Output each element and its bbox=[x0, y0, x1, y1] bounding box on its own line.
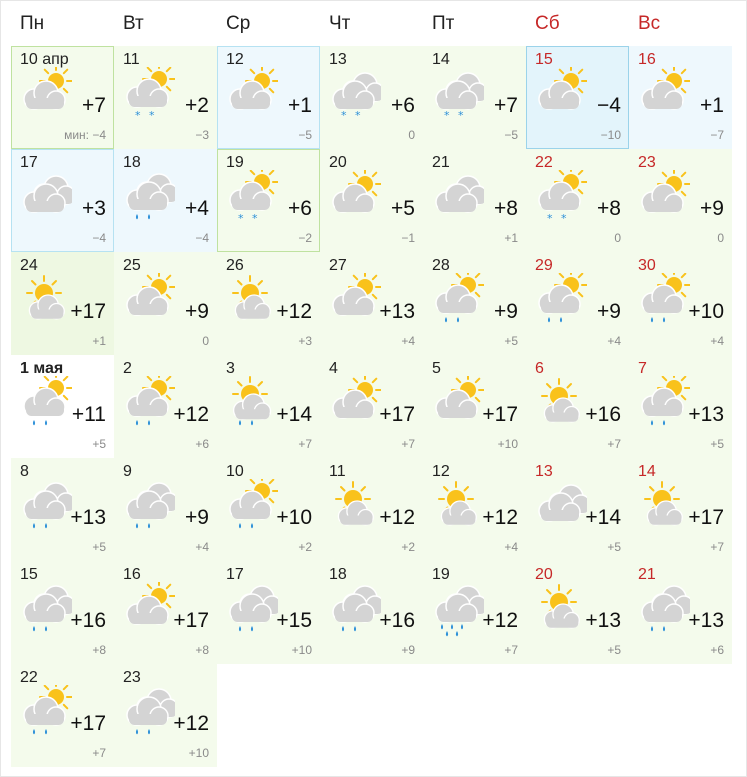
day-number: 19 bbox=[226, 154, 244, 171]
min-value: +3 bbox=[298, 334, 312, 348]
sun-cloud-icon bbox=[634, 479, 690, 535]
min-temperature bbox=[504, 128, 518, 142]
min-temperature bbox=[92, 437, 106, 451]
max-temperature: +2 bbox=[185, 94, 209, 117]
cloudy-rain-icon bbox=[16, 582, 72, 638]
day-number: 12 bbox=[432, 463, 450, 480]
min-value: +5 bbox=[504, 334, 518, 348]
max-temperature: +14 bbox=[276, 403, 312, 426]
day-number: 21 bbox=[638, 566, 656, 583]
day-number: 11 bbox=[123, 51, 140, 68]
day-cell[interactable] bbox=[423, 149, 526, 252]
day-cell[interactable] bbox=[526, 46, 629, 149]
min-temperature bbox=[298, 437, 312, 451]
day-cell[interactable] bbox=[114, 252, 217, 355]
max-temperature: +10 bbox=[688, 300, 724, 323]
day-cell[interactable] bbox=[629, 458, 732, 561]
min-value: +4 bbox=[195, 540, 209, 554]
cloudy-sun-rain-icon bbox=[16, 685, 72, 741]
min-temperature bbox=[607, 540, 621, 554]
day-cell[interactable] bbox=[114, 355, 217, 458]
day-number: 22 bbox=[20, 669, 38, 686]
day-cell[interactable] bbox=[320, 252, 423, 355]
day-number: 1 мая bbox=[20, 360, 64, 377]
max-temperature: +1 bbox=[288, 94, 312, 117]
day-cell[interactable] bbox=[114, 46, 217, 149]
max-temperature: +1 bbox=[700, 94, 724, 117]
min-value: 0 bbox=[614, 231, 621, 245]
min-temperature bbox=[710, 437, 724, 451]
max-temperature: +17 bbox=[688, 506, 724, 529]
day-number: 17 bbox=[20, 154, 38, 171]
min-value: +5 bbox=[92, 540, 106, 554]
max-temperature: +11 bbox=[71, 403, 106, 426]
day-cell[interactable] bbox=[629, 355, 732, 458]
svg-text:*: * bbox=[355, 109, 361, 122]
cloudy-rain-icon bbox=[634, 582, 690, 638]
min-value: +4 bbox=[504, 540, 518, 554]
cloudy-snow-icon bbox=[325, 67, 381, 123]
svg-text:*: * bbox=[458, 109, 464, 122]
day-number: 8 bbox=[20, 463, 29, 480]
cloudy-sun-icon bbox=[634, 67, 690, 123]
day-number: 27 bbox=[329, 257, 347, 274]
min-value: −2 bbox=[298, 231, 312, 245]
cloudy-sun-icon bbox=[325, 170, 381, 226]
min-value: −5 bbox=[504, 128, 518, 142]
day-cell[interactable] bbox=[423, 46, 526, 149]
cloudy-rain-icon bbox=[119, 170, 175, 226]
max-temperature: +16 bbox=[379, 609, 415, 632]
min-temperature bbox=[710, 128, 724, 142]
min-value: +7 bbox=[298, 437, 312, 451]
day-number: 14 bbox=[638, 463, 656, 480]
day-cell[interactable] bbox=[320, 149, 423, 252]
max-temperature: +12 bbox=[276, 300, 312, 323]
min-value: +8 bbox=[92, 643, 106, 657]
day-cell[interactable] bbox=[114, 561, 217, 664]
day-number: 10 апр bbox=[20, 51, 69, 68]
cloudy-rain-icon bbox=[119, 479, 175, 535]
min-temperature bbox=[298, 540, 312, 554]
sun-cloud-icon bbox=[16, 273, 72, 329]
day-cell[interactable] bbox=[217, 561, 320, 664]
day-cell[interactable] bbox=[217, 355, 320, 458]
day-cell[interactable] bbox=[320, 458, 423, 561]
cloudy-sun-icon bbox=[428, 376, 484, 432]
min-temperature bbox=[504, 540, 518, 554]
min-value: +7 bbox=[607, 437, 621, 451]
day-cell[interactable] bbox=[423, 458, 526, 561]
day-cell[interactable] bbox=[320, 46, 423, 149]
cloudy-sun-icon bbox=[531, 67, 587, 123]
cloudy-sun-icon bbox=[119, 273, 175, 329]
min-temperature bbox=[298, 231, 312, 245]
max-temperature: +8 bbox=[494, 197, 518, 220]
min-value: −5 bbox=[298, 128, 312, 142]
max-temperature: +17 bbox=[379, 403, 415, 426]
day-cell[interactable] bbox=[114, 458, 217, 561]
min-value: +7 bbox=[401, 437, 415, 451]
cloudy-rain-icon bbox=[222, 582, 278, 638]
cloudy-rain-icon bbox=[119, 685, 175, 741]
day-cell[interactable] bbox=[526, 252, 629, 355]
cloudy-sun-rain-icon bbox=[16, 376, 72, 432]
day-number: 23 bbox=[123, 669, 141, 686]
min-temperature bbox=[202, 334, 209, 348]
svg-text:*: * bbox=[341, 109, 347, 122]
sun-cloud-icon bbox=[222, 273, 278, 329]
day-number: 5 bbox=[432, 360, 441, 377]
min-value: −10 bbox=[600, 128, 621, 142]
day-cell[interactable] bbox=[217, 458, 320, 561]
day-number: 16 bbox=[638, 51, 656, 68]
cloudy-icon bbox=[531, 479, 587, 535]
max-temperature: +9 bbox=[494, 300, 518, 323]
min-value: −1 bbox=[401, 231, 415, 245]
max-temperature: +12 bbox=[173, 712, 209, 735]
min-temperature bbox=[401, 643, 415, 657]
min-value: +10 bbox=[291, 643, 312, 657]
min-temperature bbox=[195, 128, 209, 142]
max-temperature: +9 bbox=[185, 506, 209, 529]
min-value: 0 bbox=[202, 334, 209, 348]
min-temperature bbox=[504, 334, 518, 348]
svg-text:*: * bbox=[135, 109, 141, 122]
min-temperature bbox=[92, 334, 106, 348]
min-temperature bbox=[195, 643, 209, 657]
min-temperature bbox=[401, 231, 415, 245]
day-cell[interactable] bbox=[11, 149, 114, 252]
max-temperature: +13 bbox=[585, 609, 621, 632]
day-cell[interactable] bbox=[320, 355, 423, 458]
day-number: 18 bbox=[123, 154, 141, 171]
max-temperature: +6 bbox=[391, 94, 415, 117]
day-number: 21 bbox=[432, 154, 450, 171]
day-cell[interactable] bbox=[11, 664, 114, 767]
day-cell[interactable] bbox=[217, 149, 320, 252]
cloudy-sun-snow-icon bbox=[531, 170, 587, 226]
day-number: 15 bbox=[20, 566, 38, 583]
max-temperature: +14 bbox=[585, 506, 621, 529]
day-number: 28 bbox=[432, 257, 450, 274]
day-cell[interactable] bbox=[629, 46, 732, 149]
min-temperature bbox=[710, 540, 724, 554]
min-temperature bbox=[504, 231, 518, 245]
min-value: +6 bbox=[195, 437, 209, 451]
day-cell[interactable] bbox=[11, 458, 114, 561]
day-number: 19 bbox=[432, 566, 450, 583]
min-temperature bbox=[607, 334, 621, 348]
day-number: 20 bbox=[535, 566, 553, 583]
weekday-label: Сб bbox=[535, 13, 560, 34]
cloudy-sun-icon bbox=[634, 170, 690, 226]
max-temperature: +12 bbox=[379, 506, 415, 529]
min-temperature bbox=[92, 746, 106, 760]
weekday-label: Чт bbox=[329, 13, 351, 34]
day-number: 23 bbox=[638, 154, 656, 171]
min-temperature bbox=[408, 128, 415, 142]
day-number: 22 bbox=[535, 154, 553, 171]
min-value: −3 bbox=[195, 128, 209, 142]
day-cell[interactable] bbox=[526, 561, 629, 664]
min-value: +2 bbox=[298, 540, 312, 554]
day-cell[interactable] bbox=[11, 561, 114, 664]
min-temperature bbox=[614, 231, 621, 245]
svg-text:*: * bbox=[149, 109, 155, 122]
day-cell[interactable] bbox=[629, 149, 732, 252]
day-number: 30 bbox=[638, 257, 656, 274]
day-cell[interactable] bbox=[11, 46, 114, 149]
min-value: −7 bbox=[710, 128, 724, 142]
min-value: 0 bbox=[717, 231, 724, 245]
min-temperature bbox=[64, 128, 106, 142]
day-cell[interactable] bbox=[423, 355, 526, 458]
min-temperature bbox=[292, 643, 312, 657]
cloudy-icon bbox=[16, 170, 72, 226]
min-temperature bbox=[498, 437, 518, 451]
min-temperature bbox=[92, 540, 106, 554]
max-temperature: −4 bbox=[597, 94, 621, 117]
day-number: 9 bbox=[123, 463, 132, 480]
min-temperature bbox=[717, 231, 724, 245]
sun-cloud-icon bbox=[428, 479, 484, 535]
cloudy-sun-icon bbox=[325, 273, 381, 329]
day-cell[interactable] bbox=[217, 46, 320, 149]
weekday-label: Вт bbox=[123, 13, 144, 34]
min-temperature bbox=[607, 437, 621, 451]
max-temperature: +12 bbox=[482, 506, 518, 529]
min-temperature bbox=[504, 643, 518, 657]
max-temperature: +13 bbox=[688, 609, 724, 632]
max-temperature: +9 bbox=[597, 300, 621, 323]
max-temperature: +13 bbox=[688, 403, 724, 426]
day-cell[interactable] bbox=[423, 561, 526, 664]
day-cell[interactable] bbox=[629, 252, 732, 355]
cloudy-sun-icon bbox=[16, 67, 72, 123]
svg-text:*: * bbox=[238, 212, 244, 225]
svg-text:*: * bbox=[444, 109, 450, 122]
day-number: 7 bbox=[638, 360, 647, 377]
day-cell[interactable] bbox=[526, 355, 629, 458]
min-temperature bbox=[298, 128, 312, 142]
cloudy-icon bbox=[428, 170, 484, 226]
day-cell[interactable] bbox=[114, 149, 217, 252]
min-temperature bbox=[195, 540, 209, 554]
cloudy-snow-icon bbox=[428, 67, 484, 123]
min-prefix: мин: bbox=[64, 128, 93, 142]
svg-text:*: * bbox=[252, 212, 258, 225]
day-number: 10 bbox=[226, 463, 244, 480]
min-temperature bbox=[710, 643, 724, 657]
max-temperature: +9 bbox=[185, 300, 209, 323]
sun-cloud-icon bbox=[325, 479, 381, 535]
min-temperature bbox=[195, 437, 209, 451]
day-number: 14 bbox=[432, 51, 450, 68]
cloudy-sun-icon bbox=[325, 376, 381, 432]
min-value: +4 bbox=[710, 334, 724, 348]
day-number: 26 bbox=[226, 257, 244, 274]
day-number: 18 bbox=[329, 566, 347, 583]
max-temperature: +6 bbox=[288, 197, 312, 220]
svg-text:*: * bbox=[561, 212, 567, 225]
cloudy-rain-icon bbox=[16, 479, 72, 535]
min-value: +7 bbox=[710, 540, 724, 554]
min-value: +7 bbox=[504, 643, 518, 657]
min-temperature bbox=[92, 643, 106, 657]
max-temperature: +17 bbox=[70, 300, 106, 323]
max-temperature: +4 bbox=[185, 197, 209, 220]
min-temperature bbox=[401, 437, 415, 451]
min-value: −4 bbox=[92, 128, 106, 142]
max-temperature: +12 bbox=[482, 609, 518, 632]
day-number: 15 bbox=[535, 51, 553, 68]
cloudy-sun-rain-icon bbox=[428, 273, 484, 329]
min-value: −4 bbox=[92, 231, 106, 245]
cloudy-sun-rain-icon bbox=[531, 273, 587, 329]
day-cell[interactable] bbox=[629, 561, 732, 664]
min-value: +1 bbox=[92, 334, 106, 348]
max-temperature: +16 bbox=[70, 609, 106, 632]
min-temperature bbox=[92, 231, 106, 245]
day-number: 17 bbox=[226, 566, 244, 583]
min-value: +4 bbox=[607, 334, 621, 348]
min-value: +5 bbox=[710, 437, 724, 451]
min-temperature bbox=[601, 128, 621, 142]
max-temperature: +7 bbox=[82, 94, 106, 117]
cloudy-sun-snow-icon bbox=[119, 67, 175, 123]
min-value: +7 bbox=[92, 746, 106, 760]
min-value: +10 bbox=[497, 437, 518, 451]
cloudy-sun-icon bbox=[119, 582, 175, 638]
weekday-label: Вс bbox=[638, 13, 661, 34]
cloudy-sun-rain-icon bbox=[634, 376, 690, 432]
weekday-label: Пт bbox=[432, 13, 455, 34]
max-temperature: +17 bbox=[482, 403, 518, 426]
max-temperature: +12 bbox=[173, 403, 209, 426]
day-number: 4 bbox=[329, 360, 338, 377]
min-value: +5 bbox=[607, 540, 621, 554]
sun-cloud-icon bbox=[531, 582, 587, 638]
min-temperature bbox=[401, 540, 415, 554]
day-number: 20 bbox=[329, 154, 347, 171]
min-temperature bbox=[195, 231, 209, 245]
min-value: +6 bbox=[710, 643, 724, 657]
min-temperature bbox=[710, 334, 724, 348]
min-temperature bbox=[189, 746, 209, 760]
min-value: +1 bbox=[504, 231, 518, 245]
max-temperature: +9 bbox=[700, 197, 724, 220]
min-temperature bbox=[607, 643, 621, 657]
day-cell[interactable] bbox=[11, 355, 114, 458]
day-number: 12 bbox=[226, 51, 244, 68]
max-temperature: +13 bbox=[379, 300, 415, 323]
max-temperature: +13 bbox=[70, 506, 106, 529]
day-cell[interactable] bbox=[423, 252, 526, 355]
sun-cloud-rain-icon bbox=[222, 376, 278, 432]
cloudy-sun-snow-icon bbox=[222, 170, 278, 226]
min-value: +4 bbox=[401, 334, 415, 348]
day-number: 29 bbox=[535, 257, 553, 274]
max-temperature: +16 bbox=[585, 403, 621, 426]
max-temperature: +8 bbox=[597, 197, 621, 220]
cloudy-sun-rain-icon bbox=[222, 479, 278, 535]
max-temperature: +5 bbox=[391, 197, 415, 220]
sun-cloud-icon bbox=[531, 376, 587, 432]
day-cell[interactable] bbox=[114, 664, 217, 767]
day-number: 24 bbox=[20, 257, 38, 274]
min-value: +8 bbox=[195, 643, 209, 657]
max-temperature: +10 bbox=[276, 506, 312, 529]
min-value: +10 bbox=[188, 746, 209, 760]
day-cell[interactable] bbox=[526, 149, 629, 252]
day-cell[interactable] bbox=[217, 252, 320, 355]
min-temperature bbox=[401, 334, 415, 348]
min-temperature bbox=[298, 334, 312, 348]
cloudy-sun-icon bbox=[222, 67, 278, 123]
min-value: 0 bbox=[408, 128, 415, 142]
calendar-grid bbox=[11, 46, 733, 762]
svg-text:*: * bbox=[547, 212, 553, 225]
max-temperature: +17 bbox=[173, 609, 209, 632]
day-number: 13 bbox=[329, 51, 347, 68]
min-value: −4 bbox=[195, 231, 209, 245]
cloudy-sun-rain-icon bbox=[634, 273, 690, 329]
day-cell[interactable] bbox=[11, 252, 114, 355]
day-number: 6 bbox=[535, 360, 544, 377]
max-temperature: +17 bbox=[70, 712, 106, 735]
day-number: 16 bbox=[123, 566, 141, 583]
cloudy-rain-heavy-icon bbox=[428, 582, 484, 638]
min-value: +9 bbox=[401, 643, 415, 657]
day-number: 3 bbox=[226, 360, 235, 377]
weekday-header bbox=[0, 0, 747, 46]
day-number: 25 bbox=[123, 257, 141, 274]
max-temperature: +15 bbox=[276, 609, 312, 632]
day-number: 11 bbox=[329, 463, 346, 480]
cloudy-sun-rain-icon bbox=[119, 376, 175, 432]
min-value: +2 bbox=[401, 540, 415, 554]
day-cell[interactable] bbox=[320, 561, 423, 664]
max-temperature: +3 bbox=[82, 197, 106, 220]
day-cell[interactable] bbox=[526, 458, 629, 561]
max-temperature: +7 bbox=[494, 94, 518, 117]
weekday-label: Ср bbox=[226, 13, 251, 34]
day-number: 13 bbox=[535, 463, 553, 480]
min-value: +5 bbox=[607, 643, 621, 657]
day-number: 2 bbox=[123, 360, 132, 377]
cloudy-rain-icon bbox=[325, 582, 381, 638]
min-value: +5 bbox=[92, 437, 106, 451]
weekday-label: Пн bbox=[20, 13, 45, 34]
